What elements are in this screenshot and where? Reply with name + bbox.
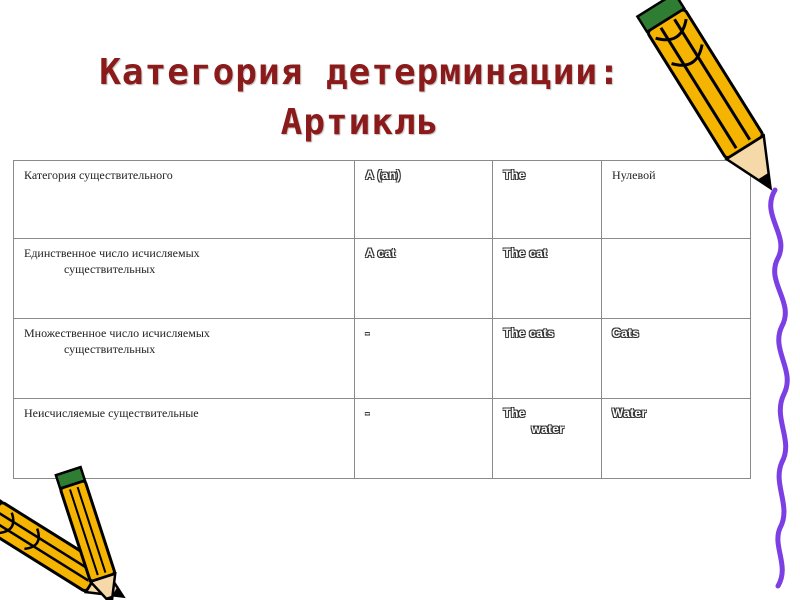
header-category: Категория существительного [14, 161, 355, 239]
slide-title-line2: Артикль [280, 102, 440, 143]
cell-a-an-text: - [365, 406, 370, 420]
cell-category-line2: существительных [64, 262, 156, 276]
header-the-text: The [503, 168, 526, 182]
header-a-an-text: A (an) [365, 168, 401, 182]
cell-the-line1: The [503, 406, 526, 420]
cell-the-line1: The cats [503, 326, 555, 340]
cell-the-line2: water [531, 422, 565, 436]
squiggle-icon [771, 190, 788, 586]
cell-a-an-text: A cat [365, 246, 396, 260]
cell-zero-text: Cats [612, 326, 640, 340]
cell-category-line1: Единственное число исчисляемых [24, 246, 200, 260]
cell-category-line1: Неисчисляемые существительные [24, 406, 199, 420]
slide-title-line1: Категория детерминации: [99, 52, 621, 93]
pencil-icon [637, 0, 789, 200]
cell-the-line1: The cat [503, 246, 548, 260]
cell-a-an-text: - [365, 326, 370, 340]
cell-category-line2: существительных [64, 342, 156, 356]
cell-category-line1: Множественное число исчисляемых [24, 326, 210, 340]
header-zero: Нулевой [602, 161, 751, 239]
cell-zero-text: Water [612, 406, 647, 420]
